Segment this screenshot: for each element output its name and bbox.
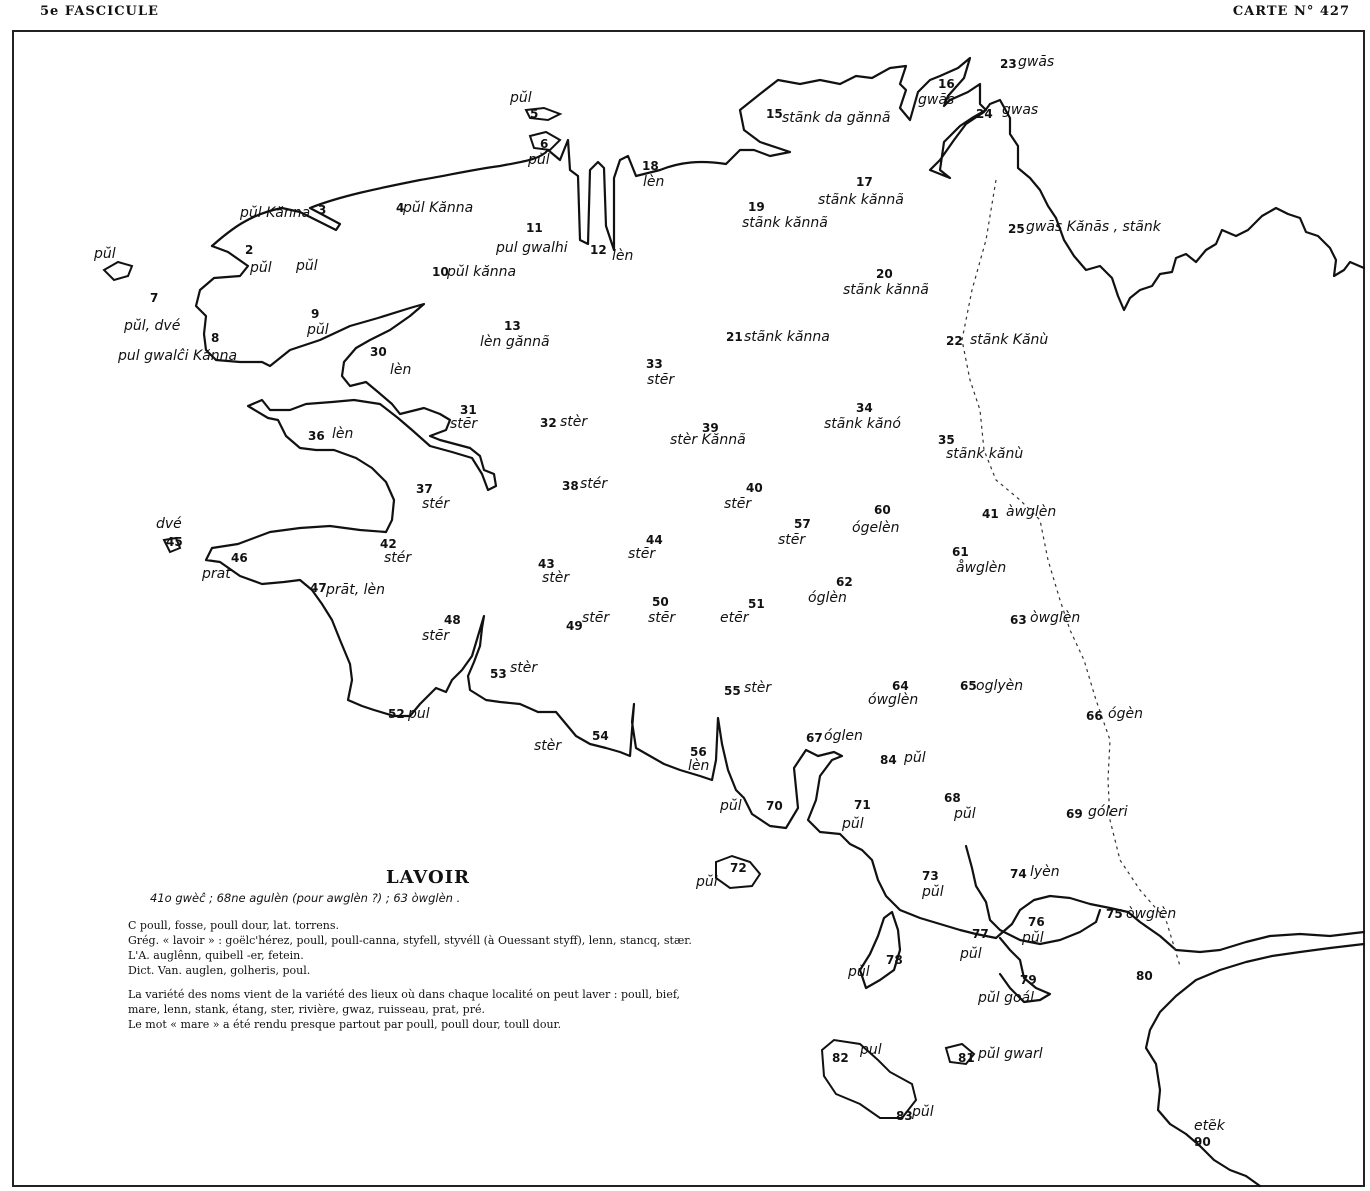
point-form-unnumbered: pŭl: [94, 246, 116, 262]
point-form-unnumbered: pŭl: [296, 258, 318, 274]
point-number-76: 76: [1028, 915, 1045, 929]
point-form-20: stãnk kănnã: [843, 282, 929, 298]
point-form-22: stãnk Kănù: [970, 332, 1049, 348]
point-form-21: stãnk kănna: [744, 329, 830, 345]
point-form-54: stèr: [534, 738, 562, 754]
point-form-30: lèn: [390, 362, 412, 378]
point-form-56: lèn: [688, 758, 710, 774]
point-number-5: 5: [530, 107, 539, 121]
legend-line: Dict. Van. auglen, golheris, poul.: [128, 964, 311, 977]
point-number-23: 23: [1000, 57, 1017, 71]
point-number-63: 63: [1010, 613, 1027, 627]
point-form-17: stãnk kănnã: [818, 192, 904, 208]
point-form-47: prāt, lèn: [326, 582, 385, 598]
point-number-11: 11: [526, 221, 543, 235]
point-form-6: pŭl: [528, 152, 550, 168]
point-number-52: 52: [388, 707, 405, 721]
point-number-67: 67: [806, 731, 823, 745]
point-form-65: oglyèn: [976, 678, 1024, 694]
point-number-31: 31: [460, 403, 477, 417]
legend: [128, 867, 708, 1032]
point-number-22: 22: [946, 334, 963, 348]
point-form-52: pul: [408, 706, 430, 722]
point-form-62: óglèn: [808, 590, 847, 606]
point-number-10: 10: [432, 265, 449, 279]
point-number-81: 81: [958, 1051, 975, 1065]
legend-line: Le mot « mare » a été rendu presque partout par poull, poull dour, toull dour.: [128, 1018, 562, 1031]
point-form-25: gwās Kănās , stãnk: [1026, 219, 1161, 235]
point-form-13: lèn gănnã: [480, 334, 550, 350]
point-form-77: pŭl: [960, 946, 982, 962]
point-form-61: åwglèn: [956, 560, 1007, 576]
point-form-71: pŭl: [842, 816, 864, 832]
point-form-16: gwās: [918, 92, 955, 108]
point-number-77: 77: [972, 927, 989, 941]
point-form-38: stér: [580, 476, 608, 492]
point-number-36: 36: [308, 429, 325, 443]
point-form-44: stēr: [628, 546, 656, 562]
legend-line: L'A. auglênn, quibell -er, fetein.: [128, 949, 304, 962]
point-number-25: 25: [1008, 222, 1025, 236]
point-number-9: 9: [311, 307, 320, 321]
point-number-66: 66: [1086, 709, 1103, 723]
point-number-55: 55: [724, 684, 741, 698]
point-number-78: 78: [886, 953, 903, 967]
point-number-2: 2: [245, 243, 254, 257]
point-form-50: stēr: [648, 610, 676, 626]
point-number-32: 32: [540, 416, 557, 430]
point-number-16: 16: [938, 77, 955, 91]
point-form-10: pŭl kănna: [447, 264, 517, 280]
point-number-54: 54: [592, 729, 609, 743]
point-number-72: 72: [730, 861, 747, 875]
legend-title: LAVOIR: [385, 867, 471, 888]
point-form-9: pŭl: [307, 322, 329, 338]
point-form-81: pŭl gwarl: [978, 1046, 1043, 1062]
point-number-61: 61: [952, 545, 969, 559]
point-number-74: 74: [1010, 867, 1027, 881]
legend-subtitle: 41o gwèĉ ; 68ne agulèn (pour awglèn ?) ; 63 òwglèn .: [150, 891, 461, 905]
point-form-33: stēr: [647, 372, 675, 388]
point-form-49: stēr: [582, 610, 610, 626]
point-form-23: gwās: [1018, 54, 1055, 70]
point-form-63: òwglèn: [1030, 610, 1081, 626]
point-number-40: 40: [746, 481, 763, 495]
point-form-68: pŭl: [954, 806, 976, 822]
point-number-20: 20: [876, 267, 893, 281]
point-number-69: 69: [1066, 807, 1083, 821]
point-form-70: pŭl: [720, 798, 742, 814]
point-form-36: lèn: [332, 426, 354, 442]
legend-line: C poull, fosse, poull dour, lat. torrens.: [128, 919, 340, 932]
point-number-13: 13: [504, 319, 521, 333]
point-number-3: 3: [318, 203, 327, 217]
point-form-39: stèr Kănnã: [670, 432, 746, 448]
point-number-65: 65: [960, 679, 977, 693]
point-form-79: pŭl goál: [978, 990, 1035, 1006]
point-number-68: 68: [944, 791, 961, 805]
point-number-39: 39: [702, 421, 719, 435]
point-number-82: 82: [832, 1051, 849, 1065]
point-form-2: pŭl: [250, 260, 272, 276]
point-number-45: 45: [166, 535, 183, 549]
point-form-4: pŭl Kănna: [403, 200, 474, 216]
point-number-4: 4: [396, 201, 405, 215]
point-number-46: 46: [231, 551, 248, 565]
point-form-37: stér: [422, 496, 450, 512]
point-number-51: 51: [748, 597, 765, 611]
point-form-76: pŭl: [1022, 930, 1044, 946]
point-form-41: àwglèn: [1006, 504, 1057, 520]
point-number-30: 30: [370, 345, 387, 359]
point-form-31: stēr: [450, 416, 478, 432]
point-number-75: 75: [1106, 907, 1123, 921]
point-number-83: 83: [896, 1109, 913, 1123]
point-form-12: lèn: [612, 248, 634, 264]
island-ouessant: [104, 262, 132, 280]
point-number-60: 60: [874, 503, 891, 517]
point-number-37: 37: [416, 482, 433, 496]
point-form-78: pŭl: [848, 964, 870, 980]
point-number-6: 6: [540, 137, 549, 151]
point-form-90: etẽk: [1194, 1118, 1225, 1134]
point-number-12: 12: [590, 243, 607, 257]
point-number-50: 50: [652, 595, 669, 609]
point-number-19: 19: [748, 200, 765, 214]
point-form-8: pul gwalĉi Kănna: [118, 348, 238, 364]
point-form-60: ógelèn: [852, 520, 900, 536]
point-form-45: dvé: [156, 516, 182, 532]
point-form-34: stãnk kănó: [824, 416, 901, 432]
point-form-82: pul: [860, 1042, 882, 1058]
point-number-56: 56: [690, 745, 707, 759]
point-number-7: 7: [150, 291, 159, 305]
point-number-80: 80: [1136, 969, 1153, 983]
point-form-84: pŭl: [904, 750, 926, 766]
legend-line: La variété des noms vient de la variété des lieux où dans chaque localité on peut laver : poull, bief, mare, lenn, stank, étang, ster, rivière, gwaz, ruisseau, prat, pré.: [128, 988, 681, 1016]
point-form-5: pŭl: [510, 90, 532, 106]
point-number-84: 84: [880, 753, 897, 767]
point-form-15: stãnk da gănnã: [782, 110, 891, 126]
point-number-44: 44: [646, 533, 663, 547]
point-number-49: 49: [566, 619, 583, 633]
point-form-35: stãnk kănù: [946, 446, 1024, 462]
point-form-75: òwglèn: [1126, 906, 1177, 922]
point-number-38: 38: [562, 479, 579, 493]
point-form-53: stèr: [510, 660, 538, 676]
point-number-62: 62: [836, 575, 853, 589]
point-form-18: lèn: [643, 174, 665, 190]
legend-line: Grég. « lavoir » : goëlc'hérez, poull, poull-canna, styfell, styvéll (à Ouessant styff), lenn, stancq, stær.: [128, 934, 692, 947]
point-form-11: pul gwalhi: [496, 240, 568, 256]
point-number-18: 18: [642, 159, 659, 173]
point-number-8: 8: [211, 331, 220, 345]
point-form-43: stèr: [542, 570, 570, 586]
point-form-55: stèr: [744, 680, 772, 696]
point-form-74: lyèn: [1030, 864, 1060, 880]
point-form-69: góleri: [1088, 804, 1128, 820]
point-number-41: 41: [982, 507, 999, 521]
point-number-17: 17: [856, 175, 873, 189]
point-form-46: prat: [202, 566, 231, 582]
point-number-53: 53: [490, 667, 507, 681]
point-form-19: stãnk kănnã: [742, 215, 828, 231]
point-form-67: óglen: [824, 728, 863, 744]
point-number-24: 24: [976, 107, 993, 121]
point-number-71: 71: [854, 798, 871, 812]
point-form-32: stèr: [560, 414, 588, 430]
point-number-33: 33: [646, 357, 663, 371]
point-number-35: 35: [938, 433, 955, 447]
point-number-73: 73: [922, 869, 939, 883]
map-number-header: CARTE N° 427: [1232, 4, 1350, 19]
point-form-73: pŭl: [922, 884, 944, 900]
point-form-42: stér: [384, 550, 412, 566]
point-number-90: 90: [1194, 1135, 1211, 1149]
point-form-64: ówglèn: [868, 692, 919, 708]
fascicle-header: 5e FASCICULE: [40, 4, 159, 19]
point-form-40: stēr: [724, 496, 752, 512]
point-form-48: stēr: [422, 628, 450, 644]
point-number-48: 48: [444, 613, 461, 627]
point-number-79: 79: [1020, 973, 1037, 987]
point-form-57: stēr: [778, 532, 806, 548]
point-number-64: 64: [892, 679, 909, 693]
point-form-51: etēr: [720, 610, 749, 626]
point-number-57: 57: [794, 517, 811, 531]
point-number-70: 70: [766, 799, 783, 813]
point-number-34: 34: [856, 401, 873, 415]
point-form-66: ógèn: [1108, 706, 1143, 722]
point-form-7: pŭl, dvé: [124, 318, 181, 334]
point-number-21: 21: [726, 330, 743, 344]
point-form-3: pŭl Kănna: [240, 205, 311, 221]
point-number-47: 47: [310, 581, 327, 595]
point-number-43: 43: [538, 557, 555, 571]
point-number-15: 15: [766, 107, 783, 121]
point-form-24: gwas: [1002, 102, 1039, 118]
point-number-42: 42: [380, 537, 397, 551]
point-form-83: pŭl: [912, 1104, 934, 1120]
point-form-72: pŭl: [696, 874, 718, 890]
